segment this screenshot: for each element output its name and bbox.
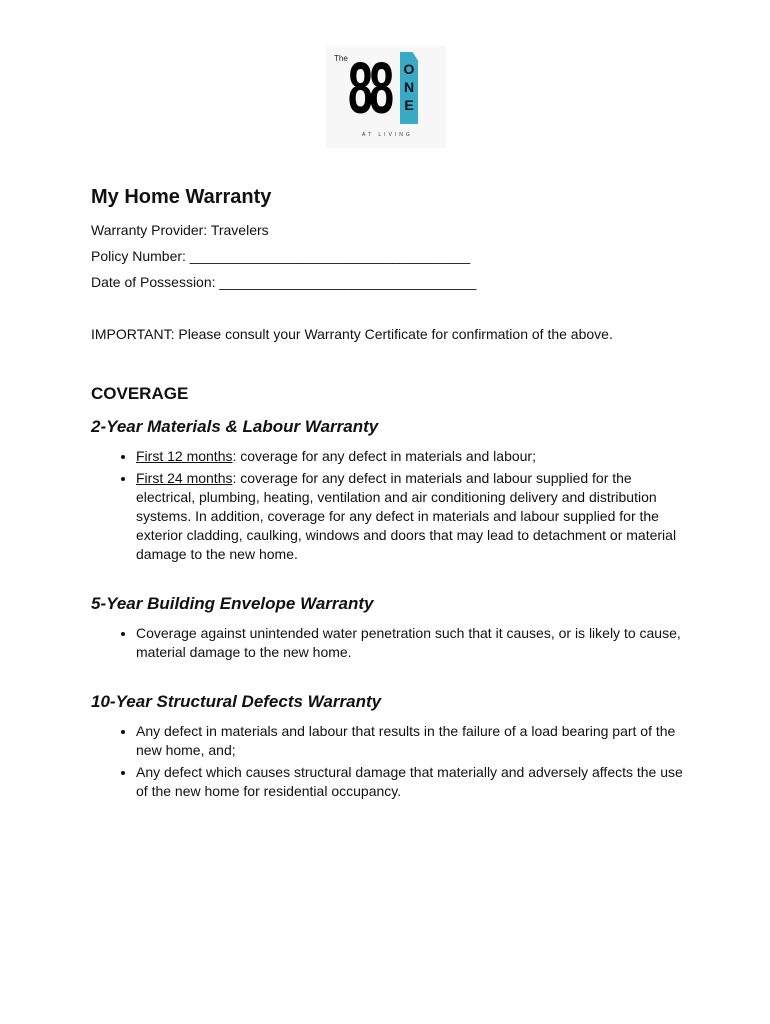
section-heading-10-year: 10-Year Structural Defects Warranty: [91, 692, 382, 711]
list-item-text: : coverage for any defect in materials and labour;: [232, 448, 536, 464]
date-of-possession: Date of Possession: _________________________________: [91, 274, 477, 290]
list-item: [136, 722, 691, 760]
list-item-text: : coverage for any defect in materials and labour supplied for the electrical, plumbing, heating, ventilation and air conditioning delivery and distribution systems. In addition, coverage for any defect in materials and labour supplied for the exterior cladding, caulking, windows and doors that may lead to detachment or material damage to the new home.: [136, 470, 677, 562]
section-list-5-year: [91, 624, 691, 662]
logo-number: 88: [348, 49, 391, 129]
list-item-lead: First 12 months: [136, 448, 233, 464]
section-heading-5-year: 5-Year Building Envelope Warranty: [91, 594, 374, 613]
list-item-text: Any defect which causes structural damage that materially and adversely affects the use of the new home for residential occupancy.: [136, 764, 683, 799]
section-list-2-year: [91, 447, 691, 564]
page-title: My Home Warranty: [91, 186, 272, 208]
document-body: [91, 183, 691, 804]
policy-number: Policy Number: ____________________________________: [91, 248, 471, 264]
logo-word: [400, 60, 418, 114]
list-item: [136, 469, 691, 564]
logo: [326, 46, 446, 148]
section-list-10-year: [91, 722, 691, 801]
section-heading-2-year: 2-Year Materials & Labour Warranty: [91, 417, 379, 436]
coverage-heading: COVERAGE: [91, 384, 189, 403]
list-item-text: Coverage against unintended water penetration such that it causes, or is likely to cause, material damage to the new home.: [136, 625, 681, 660]
list-item-lead: First 24 months: [136, 470, 233, 486]
list-item: [136, 763, 691, 801]
logo-word-letters: [400, 60, 418, 114]
logo-word-letter: O: [403, 61, 415, 77]
list-item: [136, 447, 691, 466]
warranty-provider: Warranty Provider: Travelers: [91, 222, 269, 238]
important-note: IMPORTANT: Please consult your Warranty Certificate for confirmation of the above.: [91, 326, 613, 342]
list-item-text: Any defect in materials and labour that results in the failure of a load bearing part of the new home, and;: [136, 723, 676, 758]
logo-the: The: [334, 54, 348, 63]
logo-word-letter: E: [404, 97, 414, 113]
list-item: [136, 624, 691, 662]
logo-word-letter: N: [403, 79, 415, 95]
logo-tagline: AT LIVING: [362, 132, 413, 138]
